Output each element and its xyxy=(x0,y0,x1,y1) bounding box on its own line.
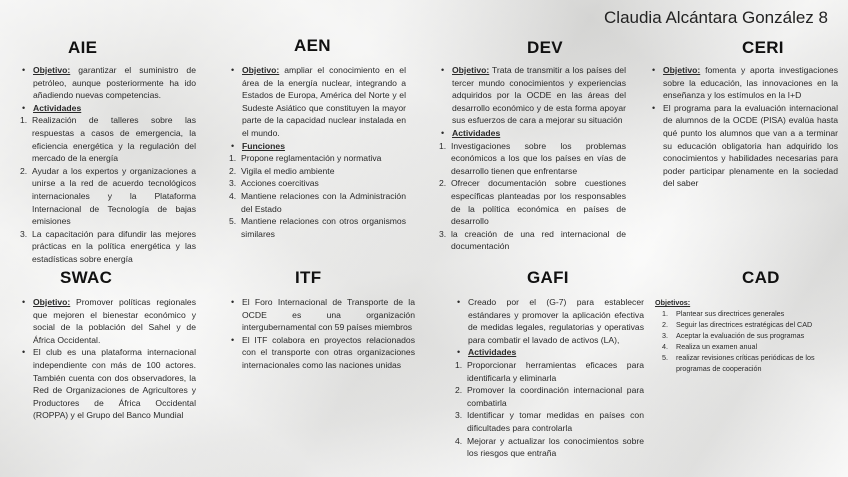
ceri-title: CERI xyxy=(742,38,784,57)
itf-title: ITF xyxy=(295,268,322,287)
ceri-objetivo: • Objetivo: fomenta y aporta investigaciones sobre la educación, las innovaciones en la enseñanza y los estímulos en la I+D xyxy=(650,64,838,102)
swac-section xyxy=(20,296,196,422)
ceri-section xyxy=(650,64,838,190)
swac-objetivo: • Objetivo: Promover políticas regionales que mejoren el bienestar económico y social de la población del Sahel y de África Occidental. xyxy=(20,296,196,346)
list-item: 3. Aceptar la evaluación de sus programas xyxy=(662,331,805,340)
list-item: 4. Realiza un examen anual xyxy=(662,342,758,351)
list-item: 3. Acciones coercitivas xyxy=(229,178,319,189)
swac-club: • El club es una plataforma internacional independiente con más de 100 actores. También cuenta con dos observadores, la Red de Organizaciones de Agricultores y Productores de África Occidental (ROPPA) y el Grupo del Banco Mundial xyxy=(20,346,196,422)
list-item: 2. Vigila el medio ambiente xyxy=(229,165,335,176)
list-item: 2. Ofrecer documentación sobre cuestiones específicas planteadas por los responsables de la política económica en países de desarrollo xyxy=(439,178,626,227)
list-item: 3. La capacitación para difundir las mejores prácticas en la política energética y las estadísticas sobre energía xyxy=(20,228,196,264)
dev-objetivo: • Objetivo: Trata de transmitir a los países del tercer mundo conocimientos y experiencias adquiridos por la OCDE en las áreas del desarrollo económico y de esta forma apoyar sus esfuerzos de cara a mejorar su situación xyxy=(439,64,626,127)
author-name: Claudia Alcántara González 8 xyxy=(604,8,828,27)
dev-title: DEV xyxy=(527,38,563,57)
list-item: 5. Mantiene relaciones con otros organismos similares xyxy=(229,216,406,239)
list-item: 4. Mejorar y actualizar los conocimientos sobre los riesgos que entraña xyxy=(455,435,644,459)
aie-actividades-heading: • Actividades xyxy=(20,102,196,115)
list-item: 5. realizar revisiones críticas periódicas de los programas de cooperación xyxy=(662,353,815,373)
cad-title: CAD xyxy=(742,268,780,287)
list-item: 1. Realización de talleres sobre las respuestas a casos de emergencia, la eficiencia energética y la regulación del mercado de la energía xyxy=(20,115,196,164)
aen-section xyxy=(229,64,406,240)
aie-title: AIE xyxy=(68,38,98,57)
list-item: 3. Identificar y tomar medidas en países con dificultades para controlarla xyxy=(455,410,644,433)
aie-section xyxy=(20,64,196,266)
gafi-section xyxy=(455,296,644,460)
list-item: 4. Mantiene relaciones con la Administración del Estado xyxy=(229,190,406,214)
gafi-actividades-heading: • Actividades xyxy=(455,346,644,359)
list-item: 1. Propone reglamentación y normativa xyxy=(229,153,382,164)
itf-foro: • El Foro Internacional de Transporte de la OCDE es una organización intergubernamental con 59 países miembros xyxy=(229,296,415,334)
list-item: 2. Promover la coordinación internacional para combatirla xyxy=(455,385,644,408)
dev-section xyxy=(439,64,626,253)
aen-funciones-heading: • Funciones xyxy=(229,140,406,153)
itf-colabora: • El ITF colabora en proyectos relacionados con el transporte con otras organizaciones internacionales como las naciones unidas xyxy=(229,334,415,372)
dev-actividades-heading: • Actividades xyxy=(439,127,626,140)
list-item: 1. Proporcionar herramientas eficaces para identificarla y eliminarla xyxy=(455,359,644,383)
swac-title: SWAC xyxy=(60,268,113,287)
ceri-pisa: • El programa para la evaluación internacional de alumnos de la OCDE (PISA) evalúa hasta qué punto los alumnos que van a a terminar su educación obligatoria han adquirido los conocimientos y habilidades necesarias para poder participar plenamente en la sociedad del saber xyxy=(650,102,838,190)
list-item: 1. Investigaciones sobre los problemas económicos a los que los países en vías de desarrollo tienen que enfrentarse xyxy=(439,140,626,176)
gafi-creado: • Creado por el (G-7) para establecer estándares y promover la aplicación efectiva de medidas legales, regulatorias y operativas para combatir el lavado de activos (LA), xyxy=(455,296,644,346)
gafi-title: GAFI xyxy=(527,268,569,287)
itf-section xyxy=(229,296,415,372)
aen-objetivo: • Objetivo: ampliar el conocimiento en el área de la energía nuclear, integrando a Estados de Europa, América del Norte y el Sudeste Asiático que constituyen la mayor parte de la capacidad nuclear instalada en el mundo. xyxy=(229,64,406,140)
aen-title: AEN xyxy=(294,36,331,55)
list-item: 1. Plantear sus directrices generales xyxy=(662,309,785,318)
aie-objetivo: • Objetivo: garantizar el suministro de petróleo, aunque posteriormente ha ido añadiendo nuevas competencias. xyxy=(20,64,196,102)
list-item: 2. Seguir las directrices estratégicas del CAD xyxy=(662,320,813,329)
list-item: 2. Ayudar a los expertos y organizaciones a unirse a la red de acuerdo tecnológicos internacionales y la Plataforma Internacional de Tecnología de bajas emisiones xyxy=(20,165,196,227)
cad-section xyxy=(655,297,847,374)
cad-objetivos-heading: Objetivos: xyxy=(655,298,691,307)
list-item: 3. la creación de una red internacional de documentación xyxy=(439,228,626,252)
